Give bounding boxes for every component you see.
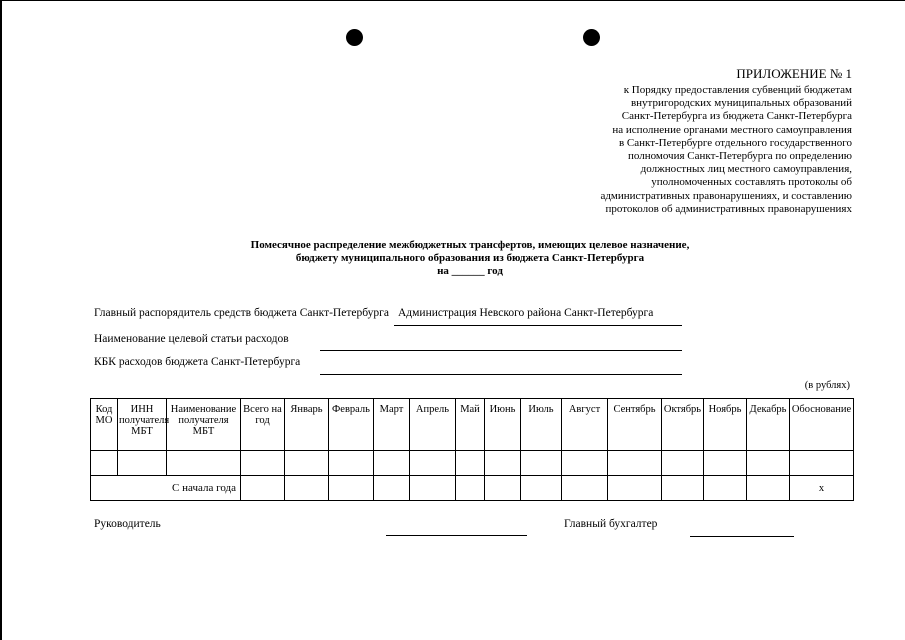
column-header: Июнь bbox=[485, 399, 521, 451]
column-header: Декабрь bbox=[747, 399, 790, 451]
punch-hole-left bbox=[346, 29, 363, 46]
table-cell bbox=[456, 476, 485, 501]
table-cell bbox=[374, 476, 410, 501]
table-cell bbox=[704, 451, 747, 476]
table-row bbox=[91, 451, 854, 476]
head-signature-label: Руководитель bbox=[94, 518, 161, 530]
document-title-line: бюджету муниципального образования из бюджета Санкт-Петербурга bbox=[295, 252, 645, 264]
table-cell bbox=[521, 451, 562, 476]
appendix-line: Санкт-Петербурга из бюджета Санкт-Петербурга bbox=[621, 110, 852, 123]
kbk-label: КБК расходов бюджета Санкт-Петербурга bbox=[94, 356, 301, 368]
appendix-line: должностных лиц местного самоуправления, bbox=[640, 163, 852, 176]
table-cell bbox=[790, 451, 854, 476]
appendix-title: ПРИЛОЖЕНИЕ № 1 bbox=[736, 66, 852, 81]
appendix-reference bbox=[600, 84, 852, 216]
column-header: Май bbox=[456, 399, 485, 451]
appendix-line: протоколов об административных правонарушениях bbox=[605, 202, 852, 215]
appendix-line: полномочия Санкт-Петербурга по определению bbox=[627, 150, 852, 163]
table-cell bbox=[485, 451, 521, 476]
table-cell bbox=[329, 476, 374, 501]
table-cell bbox=[485, 476, 521, 501]
column-header: Код МО bbox=[91, 399, 118, 451]
scan-edge-left bbox=[0, 0, 2, 640]
column-header: Июль bbox=[521, 399, 562, 451]
main-manager-value: Администрация Невского района Санкт-Петербурга bbox=[398, 307, 654, 319]
table-cell bbox=[118, 451, 167, 476]
table-total-row bbox=[91, 476, 854, 501]
table-cell bbox=[662, 451, 704, 476]
appendix-line: административных правонарушениях, и составлению bbox=[600, 189, 852, 202]
appendix-line: на исполнение органами местного самоуправления bbox=[612, 123, 852, 136]
kbk-underline bbox=[320, 374, 682, 375]
appendix-line: к Порядку предоставления субвенций бюджетам bbox=[623, 84, 852, 96]
table-cell bbox=[608, 451, 662, 476]
column-header: Март bbox=[374, 399, 410, 451]
document-title-line: Помесячное распределение межбюджетных трансфертов, имеющих целевое назначение, bbox=[250, 239, 690, 251]
target-item-underline bbox=[320, 350, 682, 351]
table-cell bbox=[285, 476, 329, 501]
head-signature-line bbox=[386, 535, 527, 536]
appendix-line: уполномоченных составлять протоколы об bbox=[651, 176, 852, 189]
column-header: Февраль bbox=[329, 399, 374, 451]
column-header: Январь bbox=[285, 399, 329, 451]
chief-accountant-signature-label: Главный бухгалтер bbox=[564, 518, 658, 530]
column-header: Октябрь bbox=[662, 399, 704, 451]
table-cell bbox=[662, 476, 704, 501]
table-cell bbox=[562, 476, 608, 501]
table-header-row bbox=[91, 399, 854, 451]
table-cell bbox=[241, 451, 285, 476]
column-header: Сентябрь bbox=[608, 399, 662, 451]
appendix-line: в Санкт-Петербурге отдельного государственного bbox=[618, 136, 852, 149]
column-header: ИНН получателя МБТ bbox=[118, 399, 167, 451]
units-note: (в рублях) bbox=[804, 380, 850, 391]
table-cell bbox=[167, 451, 241, 476]
chief-accountant-signature-line bbox=[690, 536, 794, 537]
total-row-label: С начала года bbox=[91, 476, 241, 501]
scan-edge-top bbox=[0, 0, 905, 1]
main-manager-label: Главный распорядитель средств бюджета Санкт-Петербурга bbox=[94, 307, 389, 319]
document-title-year: на ______ год bbox=[437, 265, 503, 277]
total-row-justification: х bbox=[790, 476, 854, 501]
table-cell bbox=[329, 451, 374, 476]
column-header: Обоснование bbox=[790, 399, 854, 451]
table-cell bbox=[747, 476, 790, 501]
column-header: Наименование получателя МБТ bbox=[167, 399, 241, 451]
table-cell bbox=[410, 451, 456, 476]
table-cell bbox=[91, 451, 118, 476]
appendix-line: внутригородских муниципальных образований bbox=[630, 97, 852, 110]
table-cell bbox=[374, 451, 410, 476]
column-header: Август bbox=[562, 399, 608, 451]
table-cell bbox=[562, 451, 608, 476]
punch-hole-right bbox=[583, 29, 600, 46]
target-item-label: Наименование целевой статьи расходов bbox=[94, 333, 289, 345]
table-cell bbox=[285, 451, 329, 476]
table-cell bbox=[704, 476, 747, 501]
table-cell bbox=[521, 476, 562, 501]
column-header: Всего на год bbox=[241, 399, 285, 451]
table-cell bbox=[410, 476, 456, 501]
column-header: Апрель bbox=[410, 399, 456, 451]
table-cell bbox=[747, 451, 790, 476]
column-header: Ноябрь bbox=[704, 399, 747, 451]
main-manager-underline bbox=[394, 325, 682, 326]
document-title bbox=[150, 239, 790, 278]
table-cell bbox=[241, 476, 285, 501]
distribution-table bbox=[90, 398, 854, 501]
table-cell bbox=[608, 476, 662, 501]
table-cell bbox=[456, 451, 485, 476]
